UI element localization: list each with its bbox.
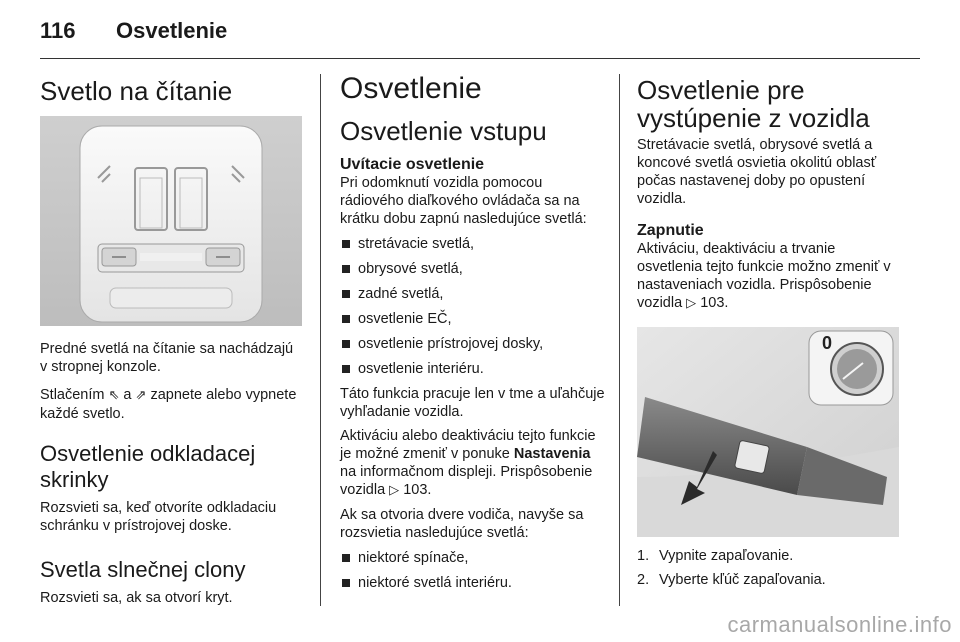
list-item: osvetlenie interiéru. bbox=[340, 360, 606, 378]
page-number: 116 bbox=[40, 18, 76, 43]
paragraph: Stretávacie svetlá, obrysové svetlá a koncové svetlá osvietia okolitú oblasť počas nastavenej doby po opustení vozidla. bbox=[637, 137, 877, 207]
watermark: carmanualsonline.info bbox=[727, 612, 952, 637]
light-switch-illustration bbox=[637, 327, 899, 537]
paragraph: Ak sa otvoria dvere vodiča, navyše sa rozsvietia nasledujúce svetlá: bbox=[340, 507, 584, 541]
step-item bbox=[637, 571, 903, 589]
chapter-heading: Osvetlenie bbox=[340, 72, 482, 105]
subsection-heading: Uvítacie osvetlenie bbox=[340, 156, 485, 173]
lights-list bbox=[340, 235, 606, 378]
column-3 bbox=[637, 72, 903, 589]
column-divider bbox=[619, 74, 620, 606]
header-rule bbox=[40, 58, 920, 59]
step-number: 2. bbox=[637, 572, 650, 588]
list-item: niektoré spínače, bbox=[340, 549, 606, 567]
paragraph: Rozsvieti sa, keď otvoríte odkladaciu schránku v prístrojovej doske. bbox=[40, 500, 277, 534]
subsection-heading: Zapnutie bbox=[637, 222, 704, 239]
section-heading: Osvetlenie pre vystúpenie z vozidla bbox=[637, 75, 870, 133]
page-reference[interactable]: 103. bbox=[403, 482, 432, 498]
paragraph: Táto funkcia pracuje len v tme a uľahčuje vyhľadanie vozidla. bbox=[340, 386, 605, 420]
section-heading: Svetlo na čítanie bbox=[40, 76, 233, 106]
section-heading: Osvetlenie vstupu bbox=[340, 116, 547, 146]
paragraph bbox=[40, 386, 304, 423]
light-switch-image bbox=[637, 327, 899, 537]
section-heading: Svetla slnečnej clony bbox=[40, 557, 246, 582]
list-item: stretávacie svetlá, bbox=[340, 235, 606, 253]
page-reference-icon: ▷ bbox=[389, 483, 400, 498]
step-text: Vypnite zapaľovanie. bbox=[659, 548, 794, 564]
list-item: osvetlenie EČ, bbox=[340, 310, 606, 328]
text-run: zapnete alebo vypnete každé svetlo. bbox=[40, 387, 297, 422]
paragraph: Pri odomknutí vozidla pomocou rádiového diaľkového ovládača sa na krátku dobu zapnú nasledujúce svetlá: bbox=[340, 175, 587, 227]
list-item: zadné svetlá, bbox=[340, 285, 606, 303]
step-text: Vyberte kľúč zapaľovania. bbox=[659, 572, 826, 588]
step-item bbox=[637, 547, 903, 565]
paragraph: Predné svetlá na čítanie sa nachádzajú v stropnej konzole. bbox=[40, 341, 294, 375]
paragraph bbox=[637, 240, 903, 313]
overhead-console-illustration bbox=[40, 116, 302, 326]
list-item: obrysové svetlá, bbox=[340, 260, 606, 278]
list-item: niektoré svetlá interiéru. bbox=[340, 574, 606, 592]
text-run: na informačnom displeji. Prispôsobenie vozidla bbox=[340, 464, 593, 498]
section-heading: Osvetlenie odkladacej skrinky bbox=[40, 441, 256, 492]
reading-lights-image bbox=[40, 116, 302, 326]
paragraph bbox=[340, 427, 606, 500]
text-run: a bbox=[119, 387, 136, 403]
page-reference-icon: ▷ bbox=[686, 296, 697, 311]
steps-list bbox=[637, 547, 903, 589]
page-reference[interactable]: 103. bbox=[700, 295, 729, 311]
paragraph: Rozsvieti sa, ak sa otvorí kryt. bbox=[40, 590, 233, 606]
page-title: Osvetlenie bbox=[116, 18, 228, 43]
column-2 bbox=[340, 72, 606, 592]
reading-light-left-icon: ⇖ bbox=[108, 388, 120, 403]
text-run: Aktiváciu, deaktiváciu a trvanie osvetlenia tejto funkcie možno zmeniť v nastaveniach vozidla. Prispôsobenie vozidla bbox=[637, 241, 891, 311]
switch-position-label: 0 bbox=[822, 333, 833, 353]
list-item: osvetlenie prístrojovej dosky, bbox=[340, 335, 606, 353]
menu-name: Nastavenia bbox=[513, 446, 591, 462]
text-run: Stlačením bbox=[40, 387, 109, 403]
page-header bbox=[40, 18, 920, 58]
column-1 bbox=[40, 72, 304, 607]
reading-light-right-icon: ⇗ bbox=[135, 388, 147, 403]
door-lights-list bbox=[340, 549, 606, 592]
step-number: 1. bbox=[637, 548, 650, 564]
column-divider bbox=[320, 74, 321, 606]
text-run: Aktiváciu alebo deaktiváciu tejto funkcie je možné zmeniť v ponuke bbox=[340, 428, 596, 462]
